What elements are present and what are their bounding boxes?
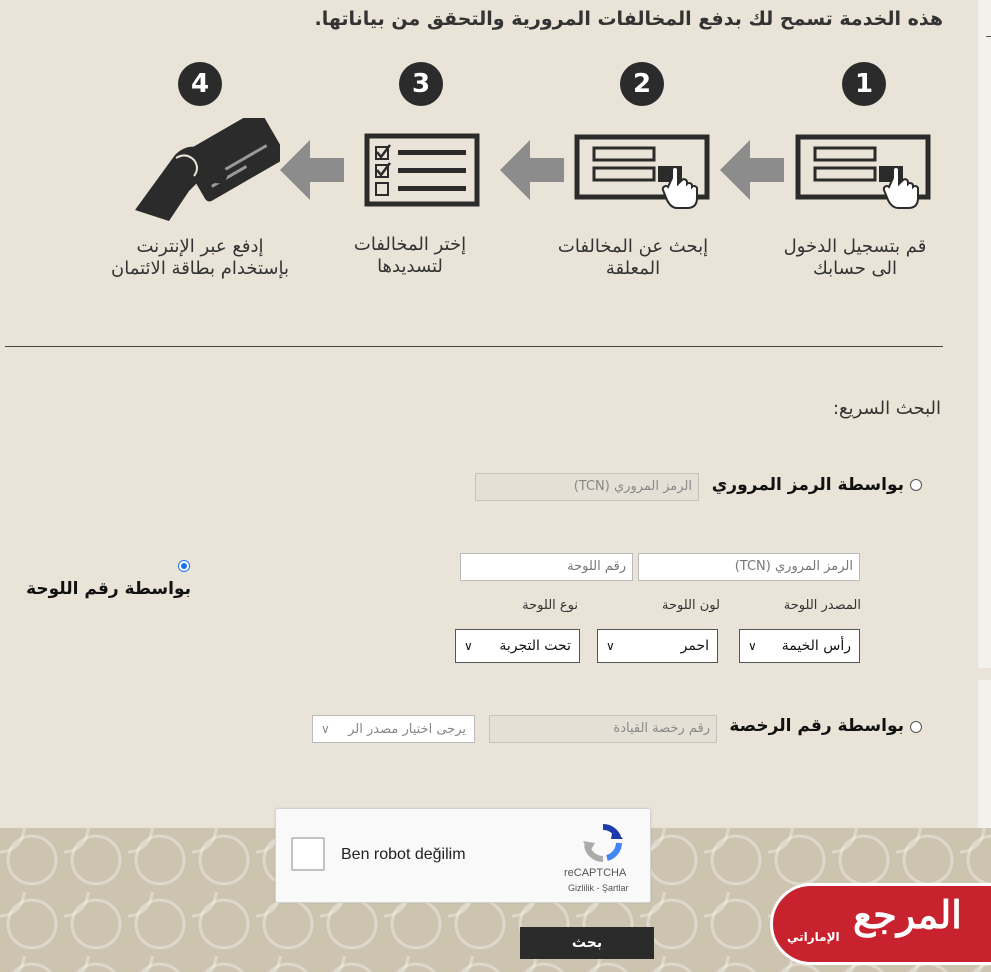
plate-source-caption: المصدر اللوحة: [783, 598, 861, 613]
credit-card-hand-icon: [130, 118, 280, 233]
license-number-input[interactable]: رقم رخصة القيادة: [489, 715, 717, 743]
watermark-logo: المرجع: [853, 892, 962, 937]
arrow-left-icon: [280, 140, 360, 200]
recaptcha-checkbox[interactable]: [291, 837, 325, 871]
chevron-down-icon: ∨: [748, 639, 757, 653]
tcn-option-label: بواسطة الرمز المروري: [711, 475, 904, 495]
plate-color-select[interactable]: [597, 629, 718, 663]
plate-number-input[interactable]: رقم اللوحة: [460, 553, 633, 581]
search-button[interactable]: بحث: [520, 927, 654, 959]
license-radio[interactable]: [910, 721, 922, 733]
tcn-input[interactable]: الرمز المروري (TCN): [475, 473, 699, 501]
chevron-down-icon: ∨: [606, 639, 615, 653]
form-click-icon: [574, 134, 714, 214]
plate-type-value: تحت التجربة: [499, 638, 571, 654]
step-1-number: 1: [842, 62, 886, 106]
watermark-badge: [770, 883, 991, 965]
recaptcha-logo-icon: [581, 821, 625, 865]
step-1-label: قم بتسجيل الدخول الى حسابك: [783, 236, 927, 279]
chevron-down-icon: ∨: [464, 639, 473, 653]
service-description: هذه الخدمة تسمح لك بدفع المخالفات المرورية والتحقق من بياناتها.: [314, 8, 943, 30]
license-source-select[interactable]: [312, 715, 475, 743]
recaptcha-brand: reCAPTCHA: [564, 867, 627, 879]
plate-source-value: رأس الخيمة: [781, 638, 851, 654]
step-2-number: 2: [620, 62, 664, 106]
plate-source-select[interactable]: [739, 629, 860, 663]
recaptcha-links[interactable]: Gizlilik - Şartlar: [568, 883, 629, 893]
plate-color-value: احمر: [680, 638, 709, 654]
side-panel-edge: [978, 0, 991, 668]
edge-tick: [986, 36, 991, 37]
step-4-label: إدفع عبر الإنترنت بإستخدام بطاقة الائتمان: [111, 236, 289, 279]
license-source-value: يرجى اختيار مصدر الر: [348, 721, 466, 737]
chevron-down-icon: ∨: [321, 722, 330, 736]
tcn-radio[interactable]: [910, 479, 922, 491]
arrow-left-icon: [720, 140, 800, 200]
plate-radio[interactable]: [178, 560, 190, 572]
plate-type-select[interactable]: [455, 629, 580, 663]
plate-type-caption: نوع اللوحة: [522, 598, 578, 613]
plate-color-caption: لون اللوحة: [662, 598, 720, 613]
side-panel-edge-lower: [978, 680, 991, 830]
checklist-icon: [364, 133, 480, 209]
license-option-label: بواسطة رقم الرخصة: [729, 716, 904, 736]
section-divider: [5, 346, 943, 347]
recaptcha-label: Ben robot değilim: [341, 846, 466, 863]
quick-search-title: البحث السريع:: [832, 398, 941, 419]
form-click-icon: [795, 134, 935, 214]
plate-tcn-input[interactable]: الرمز المروري (TCN): [638, 553, 860, 581]
step-4-number: 4: [178, 62, 222, 106]
step-2-label: إبحث عن المخالفات المعلقة: [557, 236, 709, 279]
plate-option-label: بواسطة رقم اللوحة: [26, 579, 191, 599]
step-3-label: إختر المخالفات لتسديدها: [353, 234, 467, 277]
arrow-left-icon: [500, 140, 580, 200]
recaptcha-widget: [275, 808, 651, 903]
step-3-number: 3: [399, 62, 443, 106]
watermark-subtext: الإماراتي: [787, 930, 840, 944]
